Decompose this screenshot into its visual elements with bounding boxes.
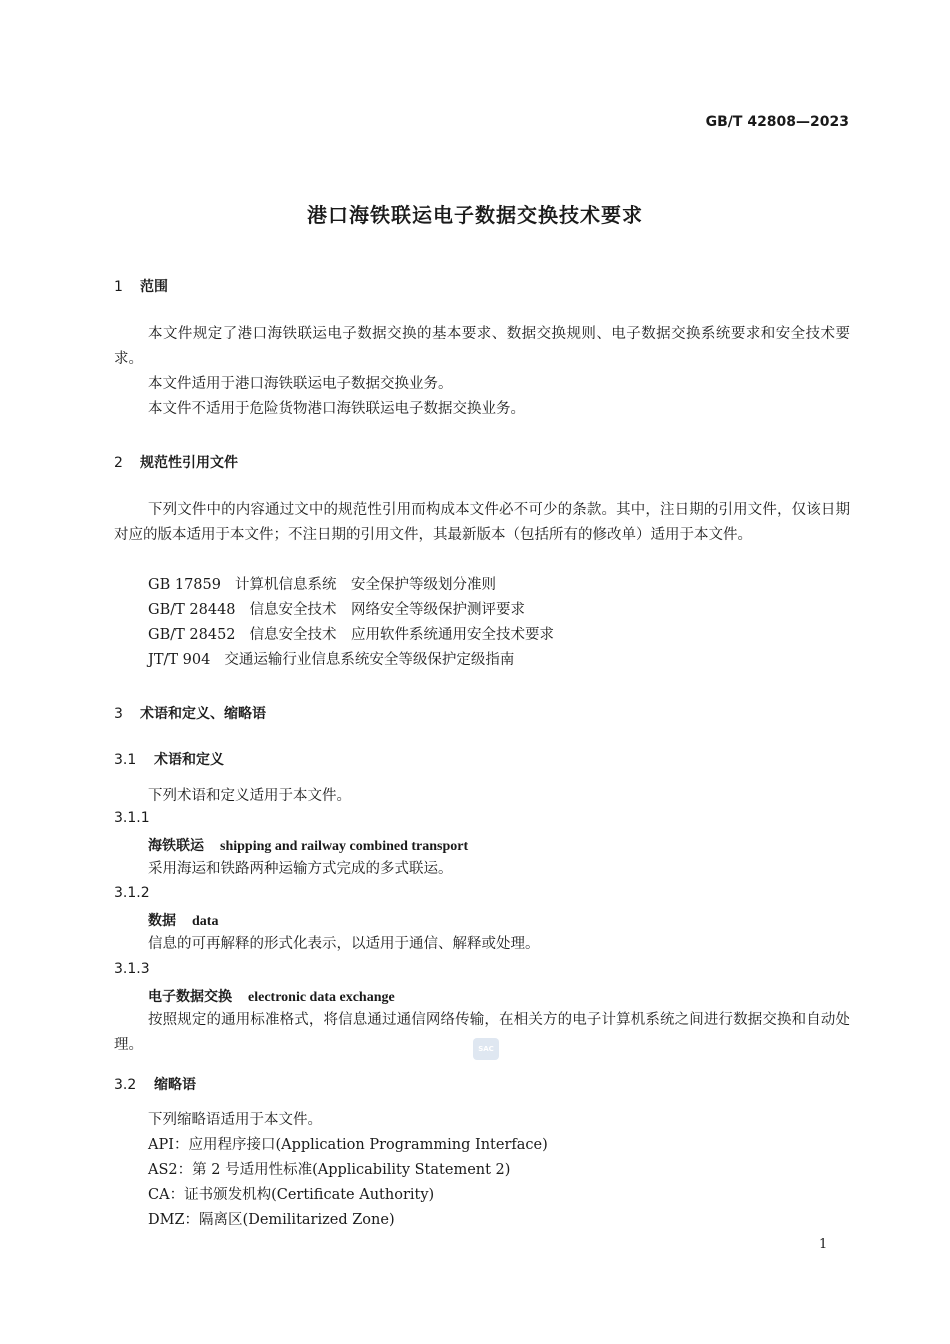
term-number: 3.1.3 — [114, 961, 150, 977]
term-zh: 电子数据交换 — [148, 989, 232, 1005]
paragraph: 下列缩略语适用于本文件。 — [148, 1112, 322, 1128]
section-title: 范围 — [140, 279, 168, 295]
document-title: 港口海铁联运电子数据交换技术要求 — [307, 203, 643, 227]
reference-code: JT/T 904 — [148, 652, 211, 668]
term-definition: 采用海运和铁路两种运输方式完成的多式联运。 — [148, 861, 453, 877]
subsection-title: 术语和定义 — [154, 752, 224, 768]
section-number: 2 — [114, 455, 123, 471]
section-2-heading — [114, 452, 238, 472]
paragraph: 下列术语和定义适用于本文件。 — [148, 788, 351, 804]
term-number: 3.1.1 — [114, 810, 150, 826]
term-zh: 海铁联运 — [148, 838, 204, 854]
reference-title: 交通运输行业信息系统安全等级保护定级指南 — [224, 652, 515, 668]
reference-title: 信息安全技术 网络安全等级保护测评要求 — [249, 602, 526, 618]
section-title: 术语和定义、缩略语 — [140, 706, 266, 722]
reference-item — [148, 623, 554, 648]
section-number: 3 — [114, 706, 123, 722]
term-definition: 信息的可再解释的形式化表示，以适用于通信、解释或处理。 — [148, 936, 540, 952]
term-en: data — [192, 914, 219, 929]
subsection-3-1-heading — [114, 749, 224, 769]
term-en: electronic data exchange — [248, 990, 395, 1005]
reference-code: GB/T 28448 — [148, 602, 236, 618]
subsection-number: 3.2 — [114, 1077, 137, 1093]
abbreviation-item: API：应用程序接口(Application Programming Interface) — [148, 1137, 548, 1153]
reference-item — [148, 648, 514, 673]
abbreviation-item: AS2：第 2 号适用性标准(Applicability Statement 2) — [148, 1162, 511, 1178]
abbreviation-item: DMZ：隔离区(Demilitarized Zone) — [148, 1212, 395, 1228]
paragraph: 下列文件中的内容通过文中的规范性引用而构成本文件必不可少的条款。其中，注日期的引用文件，仅该日期对应的版本适用于本文件；不注日期的引用文件，其最新版本（包括所有的修改单）适用于本文件。 — [114, 502, 850, 543]
term-definition: 按照规定的通用标准格式，将信息通过通信网络传输，在相关方的电子计算机系统之间进行数据交换和自动处理。 — [114, 1012, 850, 1053]
term-entry — [148, 835, 468, 855]
paragraph: 本文件不适用于危险货物港口海铁联运电子数据交换业务。 — [148, 401, 525, 417]
paragraph: 本文件适用于港口海铁联运电子数据交换业务。 — [148, 376, 453, 392]
reference-code: GB/T 28452 — [148, 627, 236, 643]
abbreviation-item: CA：证书颁发机构(Certificate Authority) — [148, 1187, 435, 1203]
subsection-number: 3.1 — [114, 752, 137, 768]
term-number: 3.1.2 — [114, 885, 150, 901]
standard-code: GB/T 42808—2023 — [705, 114, 849, 130]
section-3-heading — [114, 703, 266, 723]
section-number: 1 — [114, 279, 123, 295]
reference-code: GB 17859 — [148, 577, 221, 593]
reference-title: 计算机信息系统 安全保护等级划分准则 — [234, 577, 496, 593]
subsection-title: 缩略语 — [154, 1077, 196, 1093]
section-title: 规范性引用文件 — [140, 455, 238, 471]
reference-item — [148, 598, 525, 623]
page-number: 1 — [819, 1237, 828, 1252]
term-entry — [148, 986, 395, 1006]
section-1-heading — [114, 276, 168, 296]
watermark-logo: SAC — [473, 1038, 499, 1060]
reference-title: 信息安全技术 应用软件系统通用安全技术要求 — [249, 627, 555, 643]
reference-item — [148, 573, 496, 598]
term-zh: 数据 — [148, 913, 176, 929]
paragraph: 本文件规定了港口海铁联运电子数据交换的基本要求、数据交换规则、电子数据交换系统要求和安全技术要求。 — [114, 326, 850, 367]
term-entry — [148, 910, 218, 930]
term-en: shipping and railway combined transport — [220, 839, 469, 854]
subsection-3-2-heading — [114, 1074, 196, 1094]
